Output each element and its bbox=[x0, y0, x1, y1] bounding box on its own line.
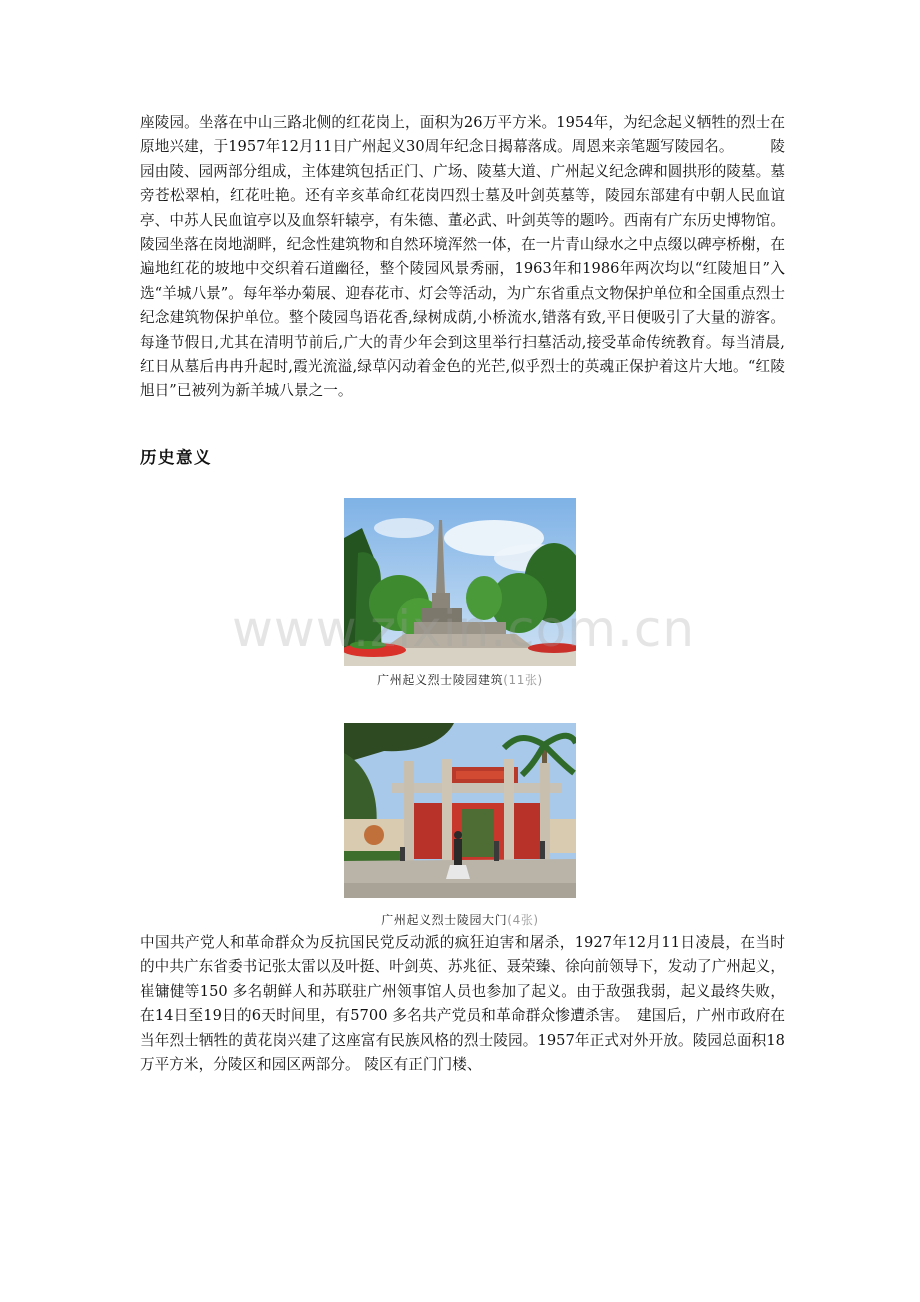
section-heading: 历史意义 bbox=[140, 448, 212, 467]
figure-caption-2[interactable] bbox=[300, 911, 620, 928]
main-gate-photo-image bbox=[344, 723, 576, 898]
watermark: www.zixin.com.cn bbox=[232, 600, 696, 658]
caption-text: 广州起义烈士陵园建筑 bbox=[377, 673, 504, 687]
caption-count[interactable]: (11张) bbox=[503, 673, 543, 687]
monument-photo[interactable] bbox=[344, 498, 576, 666]
main-gate-photo[interactable] bbox=[344, 723, 576, 898]
body-paragraph-1: 座陵园。坐落在中山三路北侧的红花岗上，面积为26万平方米。1954年，为纪念起义牺牲的烈士在原地兴建，于1957年12月11日广州起义30周年纪念日揭幕落成。周恩来亲笔题写陵园名。 陵园由陵、园两部分组成，主体建筑包括正门、广场、陵墓大道、广州起义纪念碑和圆拱形的陵墓。墓旁苍松翠柏，红花吐艳。还有辛亥革命红花岗四烈士墓及叶剑英墓等，陵园东部建有中朝人民血谊亭、中苏人民血谊亭以及血祭轩辕亭，有朱德、董必武、叶剑英等的题吟。西南有广东历史博物馆。陵园坐落在岗地湖畔，纪念性建筑物和自然环境浑然一体，在一片青山绿水之中点缀以碑亭桥榭，在遍地红花的坡地中交织着石道幽径，整个陵园风景秀丽，1963年和1986年两次均以“红陵旭日”入选“羊城八景”。每年举办菊展、迎春花市、灯会等活动，为广东省重点文物保护单位和全国重点烈士纪念建筑物保护单位。整个陵园鸟语花香,绿树成荫,小桥流水,错落有致,平日便吸引了大量的游客。每逢节假日,尤其在清明节前后,广大的青少年会到这里举行扫墓活动,接受革命传统教育。每当清晨,红日从墓后冉冉升起时,霞光流溢,绿草闪动着金色的光芒,似乎烈士的英魂正保护着这片大地。“红陵旭日”已被列为新羊城八景之一。 bbox=[140, 114, 785, 400]
figure-caption-1[interactable] bbox=[300, 671, 620, 688]
body-paragraph-2: 中国共产党人和革命群众为反抗国民党反动派的疯狂迫害和屠杀，1927年12月11日凌晨，在当时的中共广东省委书记张太雷以及叶挺、叶剑英、苏兆征、聂荣臻、徐向前领导下，发动了广州起义，崔镛健等150 多名朝鲜人和苏联驻广州领事馆人员也参加了起义。由于敌强我弱，起义最终失败，在14日至19日的6天时间里，有5700 多名共产党员和革命群众惨遭杀害。 建国后，广州市政府在当年烈士牺牲的黄花岗兴建了这座富有民族风格的烈士陵园。1957年正式对外开放。陵园总面积18万平方米，分陵区和园区两部分。 陵区有正门门楼、 bbox=[140, 934, 785, 1074]
monument-photo-image bbox=[344, 498, 576, 666]
caption-text: 广州起义烈士陵园大门 bbox=[381, 913, 508, 927]
caption-count[interactable]: (4张) bbox=[507, 913, 539, 927]
